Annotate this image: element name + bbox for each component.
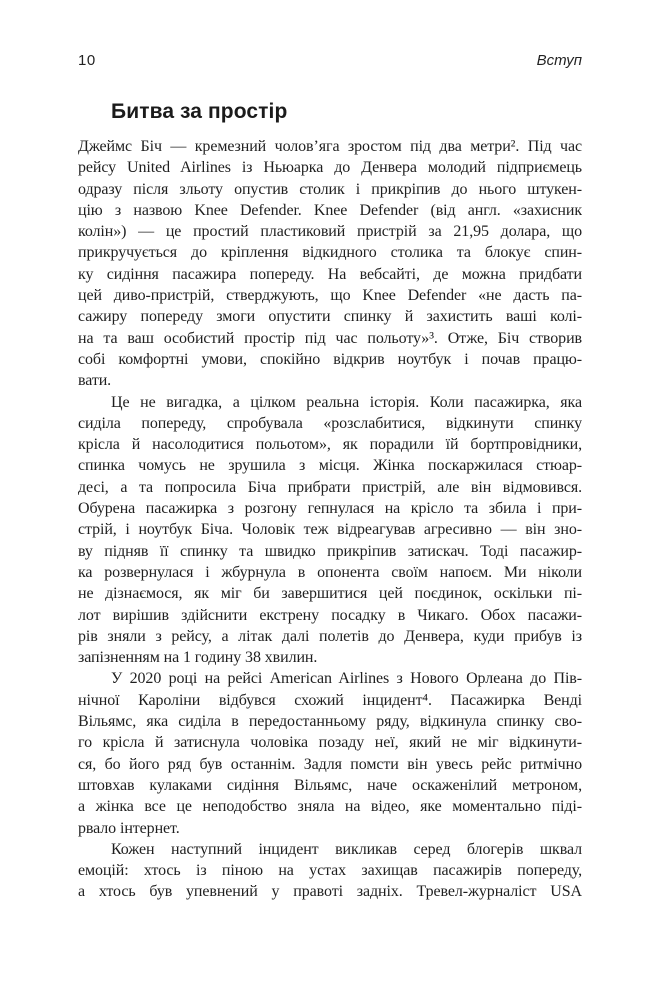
- text-line: рейсу United Airlines із Ньюарка до Денвера молодий підприємець: [78, 159, 582, 177]
- text-line: нічної Кароліни відбувся схожий інцидент⁴. Пасажирка Венді: [78, 691, 582, 709]
- text-line: Джеймс Біч — кремезний чолов’яга зростом під два метри². Під час: [78, 138, 582, 155]
- text-line: запізненням на 1 годину 38 хвилин.: [78, 649, 318, 667]
- text-line: емоцій: хтось із піною на устах захищав пасажирів попереду,: [78, 862, 582, 880]
- text-line: ка розвернулася і жбурнула в опонента своїм напоєм. Ми ніколи: [78, 563, 582, 581]
- text-line: ву підняв її спинку та швидко прикріпив затискач. Тоді пасажир-: [78, 542, 582, 560]
- text-line: рвало інтернет.: [78, 819, 180, 837]
- text-line: Вільямс, яка сиділа в передостанньому ряду, відкинула спинку сво-: [78, 713, 582, 731]
- text-line: крісла й насолодитися польотом», як порадили їй бортпровідники,: [78, 436, 582, 454]
- text-line: сажиру попереду змоги опустити спинку й захистить ваші колі-: [78, 308, 582, 326]
- text-line: одразу після зльоту опустив столик і прикріпив до нього штукен-: [78, 180, 582, 198]
- text-line: вати.: [78, 372, 112, 390]
- text-line: лот вирішив здійснити екстрену посадку в Чикаго. Обох пасажи-: [78, 606, 582, 624]
- text-line: на та ваш особистий простір під час польоту»³. Отже, Біч створив: [78, 329, 582, 347]
- running-title: Вступ: [536, 52, 582, 69]
- text-line: а жінка все це неподобство зняла на відео, яке моментально піді-: [78, 798, 582, 816]
- text-line: цей диво-пристрій, стверджують, що Knee Defender «не дасть па-: [78, 287, 582, 305]
- text-line: Обурена пасажирка з розгону гепнулася на крісло та збила і при-: [78, 500, 582, 518]
- text-line: а хтось був упевнений у правоті задніх. Тревел-журналіст USA: [78, 883, 582, 901]
- text-line: У 2020 році на рейсі American Airlines з Нового Орлеана до Пів-: [111, 670, 582, 688]
- text-line: стрій, і ноутбук Біча. Чоловік теж відреагував агресивно — він зно-: [78, 521, 582, 539]
- text-line: ку сидіння пасажира попереду. На вебсайті, де можна придбати: [78, 265, 582, 283]
- text-line: собі комфортні умови, спокійно відкрив ноутбук і почав працю-: [78, 350, 582, 368]
- text-line: Це не вигадка, а цілком реальна історія. Коли пасажирка, яка: [111, 393, 582, 411]
- text-line: Кожен наступний інцидент викликав серед блогерів шквал: [111, 840, 582, 858]
- body-text: [78, 136, 582, 903]
- page-number: 10: [78, 52, 96, 69]
- text-line: не дізнаємося, як міг би завершитися цей поєдинок, оскільки пі-: [78, 585, 582, 603]
- text-line: цію з назвою Knee Defender. Knee Defender (від англ. «захисник: [78, 201, 582, 219]
- text-line: десі, а та попросила Біча прибрати пристрій, але він відмовився.: [78, 478, 582, 496]
- text-line: спинка чомусь не зрушила з місця. Жінка поскаржилася стюар-: [78, 457, 582, 475]
- text-line: го крісла й затиснула чоловіка позаду неї, який не міг відкинути-: [78, 734, 582, 752]
- text-line: рів зняли з рейсу, а літак далі полетів до Денвера, куди прибув із: [78, 627, 582, 645]
- text-line: сиділа попереду, спробувала «розслабитися, відкинути спинку: [78, 414, 582, 432]
- running-header: [78, 52, 582, 69]
- text-line: штовхав кулаками сидіння Вільямс, наче оскаженілий метроном,: [78, 776, 582, 794]
- text-line: колін») — це простий пластиковий пристрій за 21,95 долара, що: [78, 223, 582, 241]
- text-line: ся, бо його ряд був останнім. Задля помсти він увесь рейс ритмічно: [78, 755, 582, 773]
- text-line: прикручується до кріплення відкидного столика та блокує спин-: [78, 244, 582, 262]
- section-heading: Битва за простір: [111, 100, 288, 123]
